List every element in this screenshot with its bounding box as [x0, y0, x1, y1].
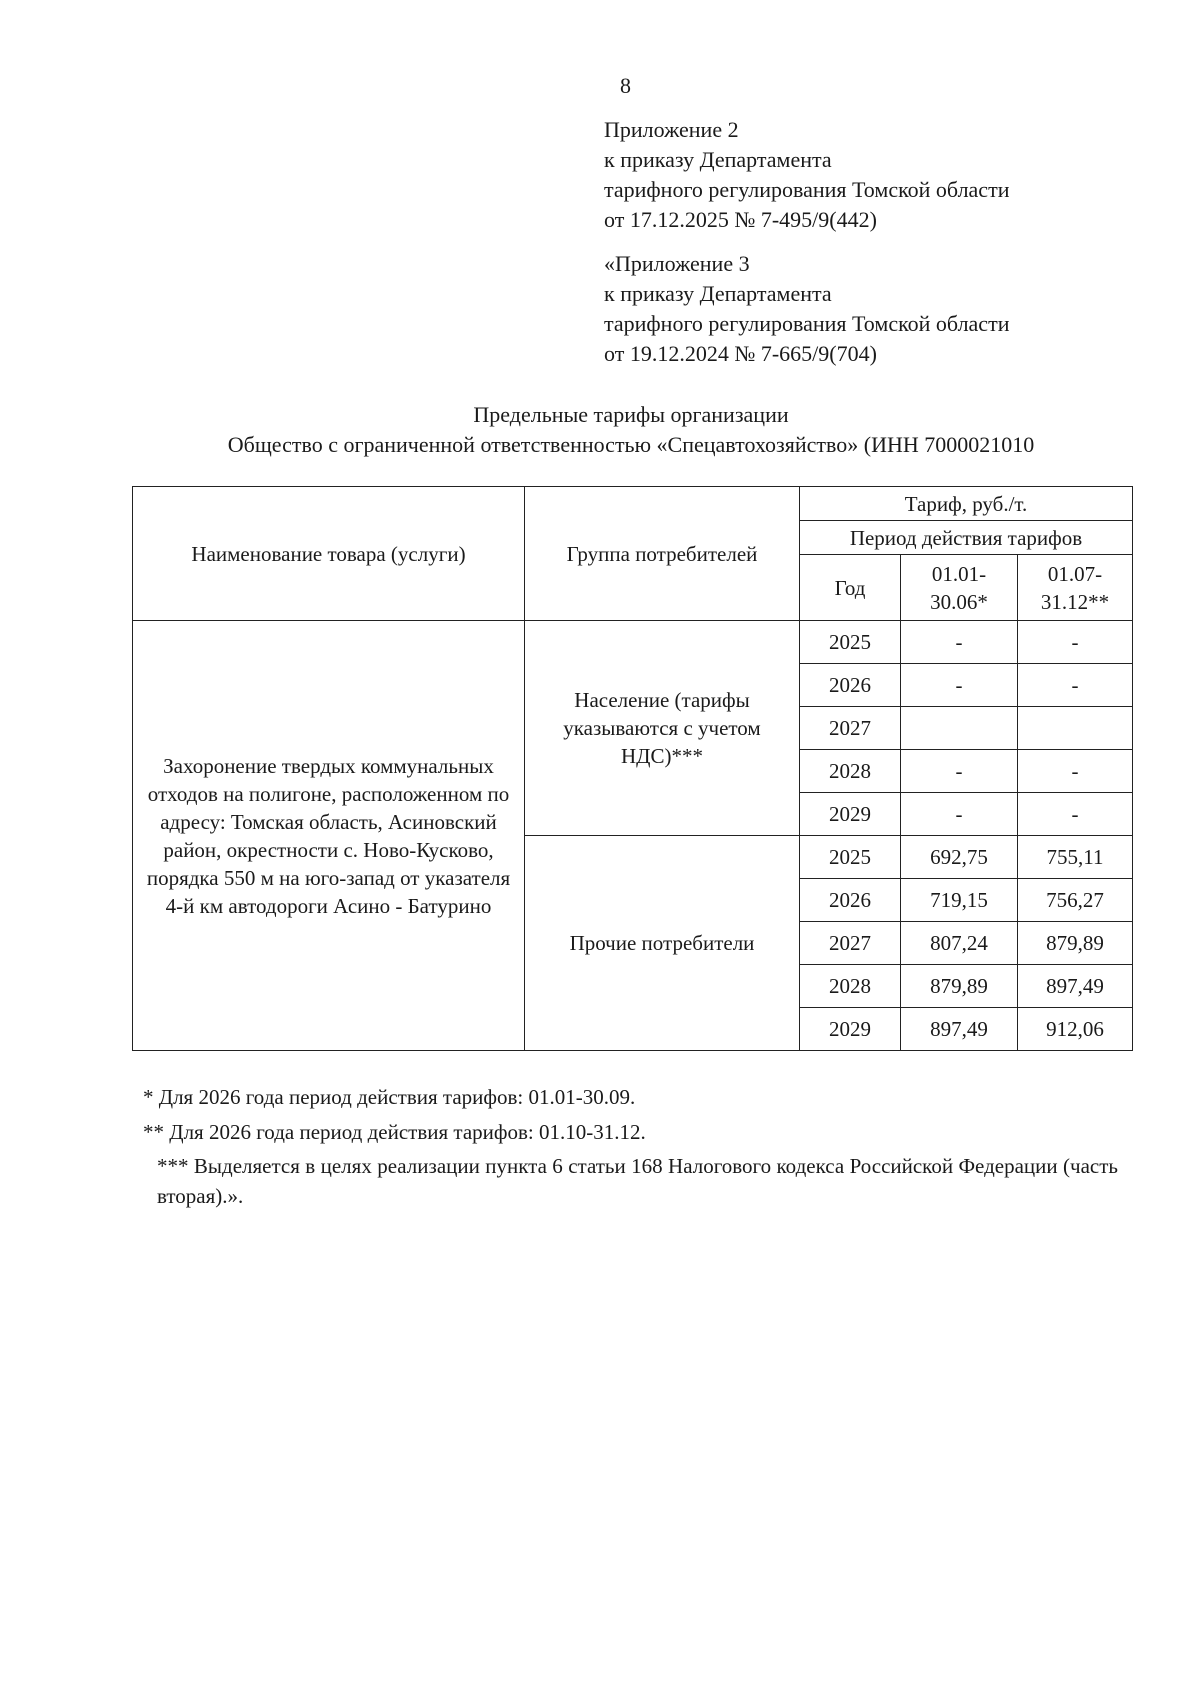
organization-title: Общество с ограниченной ответственностью «Спецавтохозяйство» (ИНН 7000021010	[227, 432, 1035, 457]
tariff-table	[132, 486, 1133, 1051]
year-cell: 2026	[800, 664, 901, 707]
annex-previous-line: «Приложение 3	[604, 251, 750, 276]
tariff-period1-cell: 807,24	[901, 922, 1018, 965]
tariff-period1-cell: 692,75	[901, 836, 1018, 879]
header-year: Год	[800, 555, 901, 621]
tariff-period1-cell: -	[901, 621, 1018, 664]
footnote-3: *** Выделяется в целях реализации пункта 6 статьи 168 Налогового кодекса Российской Федерации (часть вторая).».	[157, 1154, 1118, 1208]
tariff-period2-cell: 756,27	[1018, 879, 1133, 922]
header-period: Период действия тарифов	[800, 521, 1133, 555]
tariff-period2-cell	[1018, 707, 1133, 750]
tariff-period2-cell: 897,49	[1018, 965, 1133, 1008]
tariff-period2-cell: -	[1018, 750, 1133, 793]
table-row	[133, 621, 1133, 664]
header-period2: 01.07-31.12**	[1018, 555, 1133, 621]
consumer-group-population: Население (тарифы указываются с учетом НДС)***	[525, 621, 800, 836]
annex-current-line: Приложение 2	[604, 117, 739, 142]
product-name-cell: Захоронение твердых коммунальных отходов на полигоне, расположенном по адресу: Томская область, Асиновский район, окрестности с. Ново-Кусково, порядка 550 м на юго-запад от указателя 4-й км автодороги Асино - Батурино	[133, 621, 525, 1051]
footnote-2: ** Для 2026 года период действия тарифов: 01.10-31.12.	[143, 1120, 646, 1144]
tariff-period2-cell: -	[1018, 621, 1133, 664]
page-number: 8	[620, 73, 631, 98]
year-cell: 2027	[800, 707, 901, 750]
year-cell: 2025	[800, 836, 901, 879]
year-cell: 2025	[800, 621, 901, 664]
year-cell: 2029	[800, 793, 901, 836]
annex-previous-header	[604, 249, 1009, 369]
tariff-period2-cell: 912,06	[1018, 1008, 1133, 1051]
document-title: Предельные тарифы организации	[473, 402, 789, 427]
header-group: Группа потребителей	[525, 487, 800, 621]
tariff-period2-cell: -	[1018, 664, 1133, 707]
tariff-period1-cell: -	[901, 664, 1018, 707]
year-cell: 2027	[800, 922, 901, 965]
tariff-period1-cell	[901, 707, 1018, 750]
tariff-period1-cell: 879,89	[901, 965, 1018, 1008]
annex-previous-line: к приказу Департамента	[604, 281, 832, 306]
tariff-period1-cell: -	[901, 793, 1018, 836]
tariff-period1-cell: 719,15	[901, 879, 1018, 922]
header-tariff: Тариф, руб./т.	[800, 487, 1133, 521]
header-product: Наименование товара (услуги)	[133, 487, 525, 621]
consumer-group-other: Прочие потребители	[525, 836, 800, 1051]
header-period1: 01.01-30.06*	[901, 555, 1018, 621]
annex-previous-line: от 19.12.2024 № 7-665/9(704)	[604, 341, 877, 366]
annex-previous-line: тарифного регулирования Томской области	[604, 311, 1010, 336]
annex-current-header	[604, 115, 1009, 235]
year-cell: 2028	[800, 965, 901, 1008]
annex-current-line: к приказу Департамента	[604, 147, 832, 172]
year-cell: 2028	[800, 750, 901, 793]
tariff-period1-cell: 897,49	[901, 1008, 1018, 1051]
tariff-period1-cell: -	[901, 750, 1018, 793]
tariff-period2-cell: 755,11	[1018, 836, 1133, 879]
annex-current-line: от 17.12.2025 № 7-495/9(442)	[604, 207, 877, 232]
annex-current-line: тарифного регулирования Томской области	[604, 177, 1010, 202]
year-cell: 2026	[800, 879, 901, 922]
tariff-period2-cell: 879,89	[1018, 922, 1133, 965]
footnote-1: * Для 2026 года период действия тарифов: 01.01-30.09.	[143, 1085, 636, 1109]
year-cell: 2029	[800, 1008, 901, 1051]
tariff-period2-cell: -	[1018, 793, 1133, 836]
